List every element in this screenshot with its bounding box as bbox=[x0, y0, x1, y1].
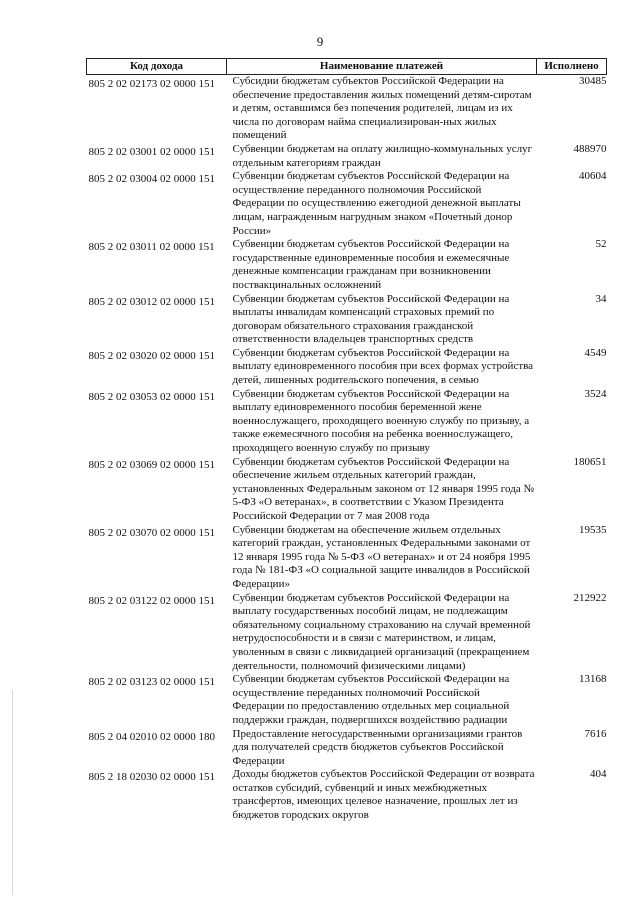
table-row bbox=[87, 293, 607, 347]
executed-amount: 52 bbox=[595, 238, 607, 251]
table-body bbox=[87, 75, 607, 823]
revenue-code: 805 2 02 03012 02 0000 151 bbox=[88, 295, 215, 308]
payment-name: Субвенции бюджетам субъектов Российской Федерации на государственные единовременные пособия и ежемесячные денежные компенсации гражданам при возникновении поствакцинальных осложнений bbox=[232, 238, 510, 291]
executed-amount: 19535 bbox=[579, 523, 607, 536]
executed-amount: 3524 bbox=[584, 387, 607, 400]
payment-name: Субвенции бюджетам субъектов Российской Федерации на обеспечение жильем отдельных категорий граждан, установленных Федеральным законом от 12 января 1995 года № 5-ФЗ «О ветеранах», в соответствии с Указом Президента Российской Федерации от 7 мая 2008 года bbox=[232, 455, 534, 522]
executed-amount: 13168 bbox=[579, 673, 607, 686]
payment-name: Доходы бюджетов субъектов Российской Федерации от возврата остатков субсидий, субвенций и иных межбюджетных трансфертов, имеющих целевое назначение, прошлых лет из бюджетов городских округов bbox=[232, 768, 535, 822]
executed-amount: 212922 bbox=[573, 591, 607, 604]
payment-name: Субвенции бюджетам субъектов Российской Федерации на выплату единовременного пособия беременной жене военнослужащего, проходящего военную службу по призыву, а также ежемесячного пособия на ребенка военнослужащего, проходящего военную службу по призыву bbox=[232, 387, 530, 455]
table-header-row bbox=[87, 59, 607, 75]
revenue-code: 805 2 02 03070 02 0000 151 bbox=[88, 526, 215, 539]
revenue-code: 805 2 02 03004 02 0000 151 bbox=[88, 173, 215, 186]
executed-amount: 180651 bbox=[573, 455, 607, 468]
revenue-code: 805 2 02 03053 02 0000 151 bbox=[88, 390, 215, 403]
table-row bbox=[87, 728, 607, 769]
payment-name: Субвенции бюджетам на обеспечение жильем отдельных категорий граждан, установленных Федеральными законами от 12 января 1995 года № 5-ФЗ «О ветеранах» и от 24 ноября 1995 года № 181-ФЗ «О социальной защите инвалидов в Российской Федерации» bbox=[232, 523, 531, 590]
executed-amount: 34 bbox=[595, 292, 607, 305]
table-row bbox=[87, 347, 607, 388]
revenue-code: 805 2 18 02030 02 0000 151 bbox=[88, 771, 215, 784]
executed-amount: 30485 bbox=[579, 75, 607, 87]
table-row bbox=[87, 592, 607, 674]
table-row bbox=[87, 143, 607, 170]
revenue-table bbox=[86, 58, 607, 823]
revenue-code: 805 2 02 03020 02 0000 151 bbox=[88, 349, 215, 362]
executed-amount: 488970 bbox=[573, 142, 607, 155]
table-row bbox=[87, 456, 607, 524]
revenue-code: 805 2 02 03122 02 0000 151 bbox=[88, 594, 215, 607]
executed-amount: 7616 bbox=[584, 727, 607, 740]
payment-name: Субвенции бюджетам на оплату жилищно-коммунальных услуг отдельным категориям граждан bbox=[232, 142, 533, 169]
revenue-code: 805 2 02 03069 02 0000 151 bbox=[88, 458, 215, 471]
executed-amount: 4549 bbox=[584, 346, 607, 359]
scan-edge-line bbox=[12, 690, 13, 895]
table-row bbox=[87, 673, 607, 727]
page-number: 9 bbox=[316, 34, 324, 49]
executed-amount: 404 bbox=[590, 768, 607, 781]
revenue-code: 805 2 02 02173 02 0000 151 bbox=[88, 78, 215, 90]
executed-amount: 40604 bbox=[579, 170, 607, 183]
payment-name: Субсидии бюджетам субъектов Российской Федерации на обеспечение предоставления жилых помещений детям-сиротам и детям, оставшимся без попечения родителей, лицам из их числа по договорам найма специализирован-ных жилых помещений bbox=[232, 75, 532, 142]
revenue-code: 805 2 02 03123 02 0000 151 bbox=[88, 676, 215, 689]
header-name: Наименование платежей bbox=[227, 59, 537, 75]
table-row bbox=[87, 238, 607, 292]
table-row bbox=[87, 388, 607, 456]
payment-name: Субвенции бюджетам субъектов Российской Федерации на выплату государственных пособий лицам, не подлежащим обязательному социальному страхованию на случай временной нетрудоспособности и в связи с материнством, и лицам, уволенным в связи с ликвидацией организаций (прекращением деятельности, полномочий физическими лицами) bbox=[232, 591, 531, 672]
header-amount: Исполнено bbox=[537, 59, 607, 75]
table-row bbox=[87, 524, 607, 592]
payment-name: Предоставление негосударственными организациями грантов для получателей средств бюджетов субъектов Российской Федерации bbox=[232, 727, 523, 767]
table-row bbox=[87, 170, 607, 238]
payment-name: Субвенции бюджетам субъектов Российской Федерации на осуществление переданного полномочия Российской Федерации по осуществлению ежегодной денежной выплаты лицам, награжденным нагрудным знаком «Почетный донор России» bbox=[232, 170, 521, 237]
table-row bbox=[87, 768, 607, 822]
revenue-code: 805 2 04 02010 02 0000 180 bbox=[88, 730, 215, 743]
table-row bbox=[87, 75, 607, 143]
revenue-code: 805 2 02 03011 02 0000 151 bbox=[88, 241, 215, 254]
revenue-code: 805 2 02 03001 02 0000 151 bbox=[88, 145, 215, 158]
payment-name: Субвенции бюджетам субъектов Российской Федерации на выплаты инвалидам компенсаций страховых премий по договорам обязательного страхования гражданской ответственности владельцев транспортных средств bbox=[232, 292, 510, 346]
payment-name: Субвенции бюджетам субъектов Российской Федерации на осуществление переданных полномочий Российской Федерации по предоставлению отдельных мер социальной поддержки граждан, подвергшихся воздействию радиации bbox=[232, 673, 510, 726]
header-code: Код дохода bbox=[87, 59, 227, 75]
payment-name: Субвенции бюджетам субъектов Российской Федерации на выплату единовременного пособия при всех формах устройства детей, лишенных родительского попечения, в семью bbox=[232, 346, 534, 387]
